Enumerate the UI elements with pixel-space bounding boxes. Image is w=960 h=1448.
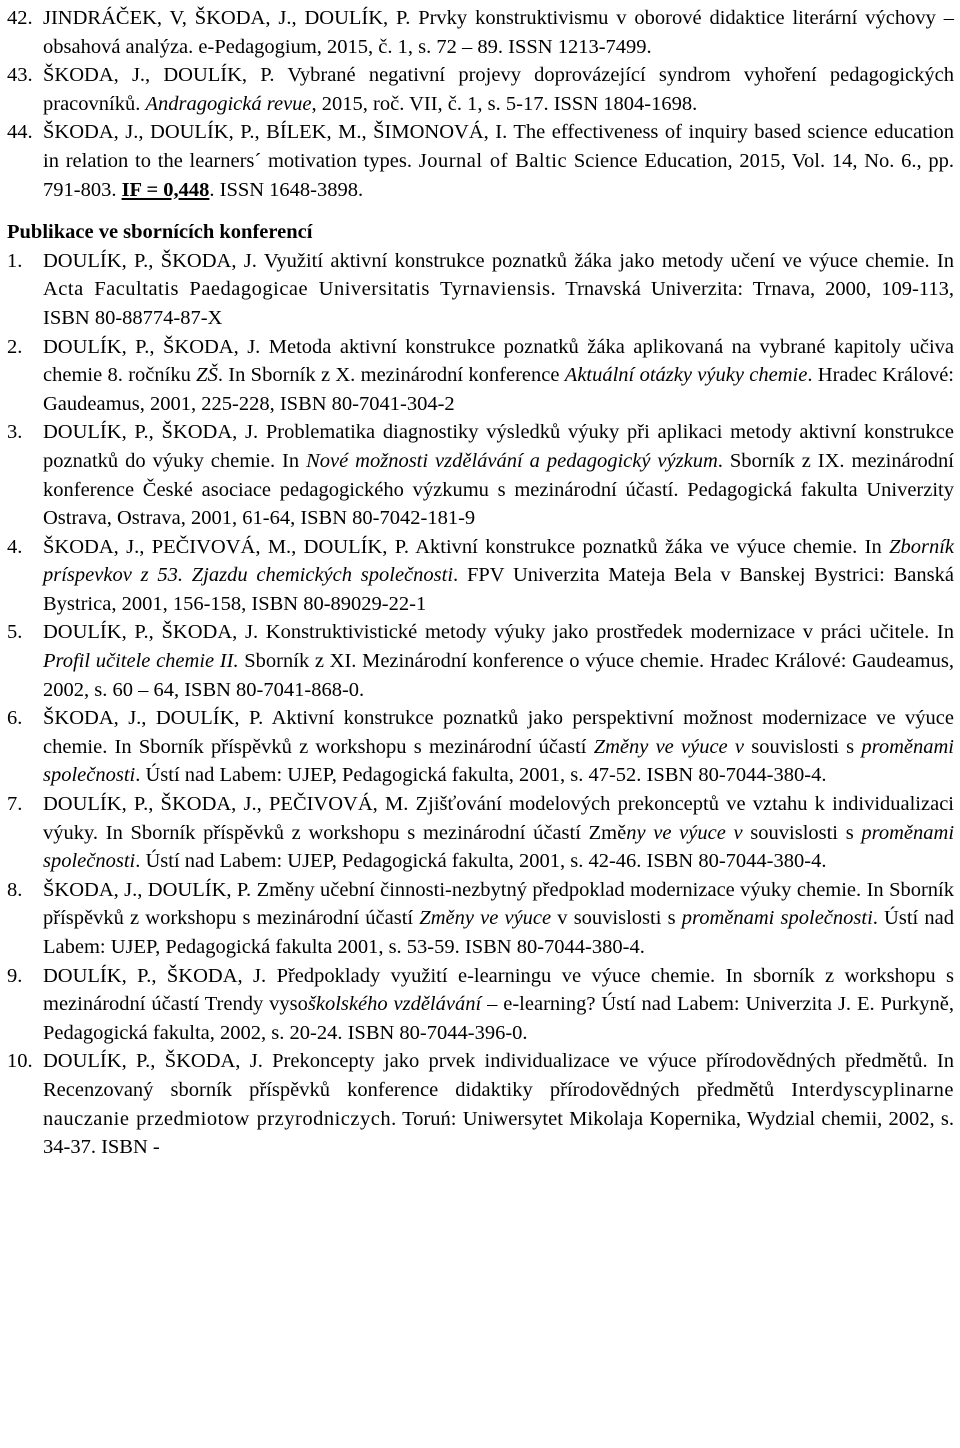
entry-text-segment: Aktuální otázky výuky chemie [564, 364, 808, 387]
journal-publications-list [7, 4, 954, 204]
entry-text-segment: proměnami společnosti [43, 821, 955, 873]
entry-text-segment: DOULÍK, P., ŠKODA, J. Konstruktivistické metody výuky jako prostředek modernizace v práci učitele. In [43, 621, 954, 644]
entry-text-segment: proměnami společnosti [43, 735, 954, 787]
entry-text-segment: JINDRÁČEK, V, ŠKODA, J., DOULÍK, P. Prvky konstruktivismu v oborové didaktice literární výchovy – obsahová analýza. e-Pedagogium, 2015, č. 1, s. 72 – 89. ISSN 1213-7499. [43, 7, 954, 58]
conference-publications-list [7, 247, 954, 1162]
entry-text-segment: ŠKODA, J., DOULÍK, P., BÍLEK, M., ŠIMONOVÁ, I. The effectiveness of inquiry based science education in relation to the learners´ motivation types. [43, 121, 954, 172]
entry-text-segment: . FPV Univerzita Mateja Bela v Banskej Bystrici: Banská Bystrica, 2001, 156-158, ISBN 80-89029-22-1 [43, 564, 954, 615]
journal-entry [7, 61, 954, 118]
conference-entry [7, 533, 954, 619]
entry-text-segment: DOULÍK, P., ŠKODA, J. Metoda aktivní konstrukce poznatků žáka aplikovaná na vybrané kapitoly učiva chemie 8. ročníku [43, 335, 954, 387]
entry-number: 10. [7, 1050, 33, 1073]
entry-text-segment: souvislosti s [743, 735, 862, 758]
conference-entry [7, 876, 954, 962]
entry-text-segment: Změny ve výuce [419, 907, 552, 930]
entry-text-segment: ZŠ [196, 364, 218, 387]
entry-text-segment: DOULÍK, P., ŠKODA, J. Předpoklady využití e-learningu ve výuce chemie. In sborník z workshopu s mezinárodní účastí Trendy vyso [43, 964, 954, 1016]
entry-number: 1. [7, 249, 23, 272]
entry-text-segment: . Ústí nad Labem: UJEP, Pedagogická fakulta, 2001, s. 47-52. ISBN 80-7044-380-4. [135, 764, 827, 787]
entry-text [43, 333, 954, 419]
entry-text-segment: . Toruń: Uniwersytet Mikolaja Kopernika, Wydzial chemii, 2002, s. 34-37. ISBN - [43, 1107, 954, 1159]
entry-text [43, 962, 954, 1048]
entry-number: 8. [7, 878, 23, 901]
entry-text-segment: . Ústí nad Labem: UJEP, Pedagogická fakulta, 2001, s. 42-46. ISBN 80-7044-380-4. [135, 850, 827, 873]
entry-text-segment: ŠKODA, J., DOULÍK, P. Změny učební činnosti-nezbytný předpoklad modernizace výuky chemie. In Sborník příspěvků z workshopu s mezinárodní účastí [43, 878, 954, 930]
conference-entry [7, 962, 954, 1048]
entry-text [43, 533, 954, 619]
conference-entry [7, 247, 954, 333]
entry-text-segment: Sborník z XI. Mezinárodní konference o výuce chemie. Hradec Králové: Gaudeamus, 2002, s. 60 – 64, ISBN 80-7041-868-0. [43, 650, 954, 701]
conference-entry [7, 333, 954, 419]
entry-text [43, 247, 954, 333]
entry-text-segment: . Hradec Králové: Gaudeamus, 2001, 225-228, ISBN 80-7041-304-2 [43, 364, 954, 415]
journal-entry [7, 118, 954, 204]
entry-number: 6. [7, 707, 23, 730]
entry-text-segment: – e-learning? Ústí nad Labem: Univerzita J. E. Purkyně, Pedagogická fakulta, 2002, s. 20-24. ISBN 80-7044-396-0. [43, 993, 954, 1044]
entry-text-segment: DOULÍK, P., ŠKODA, J. Prekoncepty jako prvek individualizace ve výuce přírodovědných předmětů. In Recenzovaný sborník příspěvků konference didaktiky přírodovědných předmětů [43, 1050, 954, 1101]
entry-text-segment: ŠKODA, J., DOULÍK, P. Aktivní konstrukce poznatků jako perspektivní možnost modernizace ve výuce chemie. In Sborník příspěvků z workshopu s mezinárodní účastí [43, 707, 954, 758]
entry-number: 44. [7, 121, 33, 144]
entry-text [43, 418, 954, 532]
entry-number: 5. [7, 621, 23, 644]
entry-text [43, 1047, 954, 1161]
entry-text-segment: . Sborník z IX. mezinárodní konference České asociace pedagogického výzkumu s mezinárodní účastí. Pedagogická fakulta Univerzity Ostrava, Ostrava, 2001, 61-64, ISBN 80-7042-181-9 [43, 449, 954, 530]
entry-text-segment: . ISSN 1648-3898. [209, 178, 364, 201]
entry-text-segment: Profil učitele chemie II. [43, 650, 239, 673]
entry-number: 9. [7, 964, 23, 987]
entry-text-segment: DOULÍK, P., ŠKODA, J., PEČIVOVÁ, M. Zjišťování modelových prekonceptů ve vztahu k individualizaci výuky. In Sborník příspěvků z workshopu s mezinárodní účastí Změ [43, 793, 954, 844]
journal-entry [7, 4, 954, 61]
entry-text-segment: . Ústí nad Labem: UJEP, Pedagogická fakulta 2001, s. 53-59. ISBN 80-7044-380-4. [43, 907, 954, 958]
entry-text [43, 4, 954, 61]
entry-text-segment: školského vzdělávání [307, 993, 482, 1016]
entry-number: 4. [7, 535, 23, 558]
entry-text [43, 790, 954, 876]
entry-text [43, 118, 954, 204]
entry-text-segment: . Trnavská Univerzita: Trnava, 2000, 109-113, ISBN 80-88774-87-X [43, 278, 954, 329]
entry-text-segment: ŠKODA, J., PEČIVOVÁ, M., DOULÍK, P. Aktivní konstrukce poznatků žáka ve výuce chemie. In [43, 535, 890, 558]
entry-text-segment: DOULÍK, P., ŠKODA, J. Problematika diagnostiky výsledků výuky při aplikaci metody aktivní konstrukce poznatků do výuky chemie. In [43, 421, 954, 472]
entry-text-segment: ny ve výuce v [626, 821, 743, 844]
entry-text [43, 704, 954, 790]
conference-entry [7, 704, 954, 790]
entry-number: 3. [7, 421, 23, 444]
entry-number: 2. [7, 335, 23, 358]
entry-text-segment: . In Sborník z X. mezinárodní konference [217, 364, 565, 387]
entry-text-segment: ŠKODA, J., DOULÍK, P. Vybrané negativní projevy doprovázející syndrom vyhoření pedagogických pracovníků. [43, 64, 954, 115]
entry-text [43, 618, 954, 704]
entry-text-segment: proměnami společnosti [681, 907, 873, 930]
entry-text [43, 61, 954, 118]
conference-entry [7, 1047, 954, 1161]
entry-text-segment: v souvislosti s [551, 907, 682, 930]
conference-entry [7, 790, 954, 876]
entry-number: 7. [7, 793, 23, 816]
entry-text-segment: , 2015, roč. VII, č. 1, s. 5-17. ISSN 1804-1698. [311, 92, 698, 115]
entry-number: 43. [7, 64, 33, 87]
entry-text-segment: Journal of Baltic [418, 149, 568, 172]
entry-text-segment: Acta Facultatis Paedagogicae Universitatis Tyrnaviensis [43, 278, 551, 301]
entry-text-segment: Změny ve výuce v [593, 735, 744, 758]
entry-text-segment: IF = 0,448 [121, 178, 210, 201]
entry-number: 42. [7, 7, 33, 29]
entry-text-segment: Andragogická revue [145, 92, 312, 115]
entry-text-segment: DOULÍK, P., ŠKODA, J. Využití aktivní konstrukce poznatků žáka jako metody učení ve výuce chemie. In [43, 249, 954, 272]
entry-text-segment: souvislosti s [742, 821, 862, 844]
conference-entry [7, 618, 954, 704]
entry-text-segment: Zborník príspevkov z 53. Zjazdu chemických společnosti [43, 535, 954, 587]
conference-entry [7, 418, 954, 532]
entry-text-segment: Interdyscyplinarne nauczanie przedmiotow przyrodniczych [43, 1078, 954, 1130]
entry-text [43, 876, 954, 962]
entry-text-segment: Science Education, 2015, Vol. 14, No. 6., pp. 791-803. [43, 149, 954, 201]
section-heading: Publikace ve sbornících konferencí [7, 221, 313, 244]
entry-text-segment: Nové možnosti vzdělávání a pedagogický výzkum [306, 449, 718, 472]
